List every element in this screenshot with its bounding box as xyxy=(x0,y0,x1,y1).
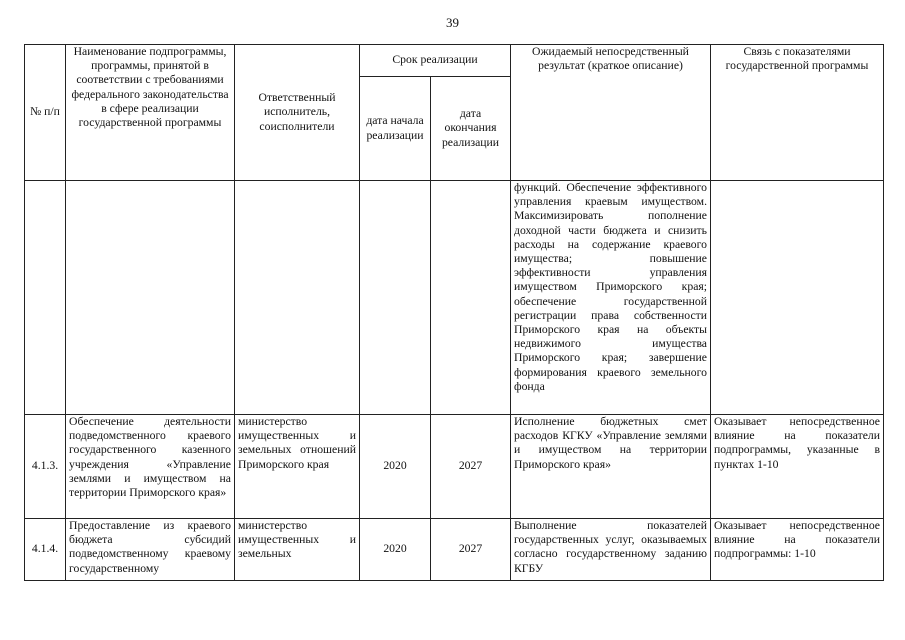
table-row xyxy=(25,181,884,415)
header-row-1 xyxy=(25,45,884,77)
header-name: Наименование подпрограммы, программы, принятой в соответствии с требованиями федерального законодательства в сфере реализации государственной программы xyxy=(66,45,235,181)
row-executor: министерство имущественных и земельных отношений Приморского края xyxy=(235,415,360,519)
header-end: дата окончания реализации xyxy=(431,77,511,181)
row-link: Оказывает непосредственное влияние на показатели подпрограммы: 1-10 xyxy=(711,519,884,581)
row-name: Обеспечение деятельности подведомственного краевого государственного казенного учреждения «Управление землями и имуществом на территории Приморского края» xyxy=(66,415,235,519)
table-row xyxy=(25,519,884,581)
header-num: № п/п xyxy=(25,45,66,181)
header-period: Срок реализации xyxy=(360,45,511,77)
row-link: Оказывает непосредственное влияние на показатели подпрограммы, указанные в пунктах 1-10 xyxy=(711,415,884,519)
row-end: 2027 xyxy=(431,519,511,581)
row-num: 4.1.3. xyxy=(25,415,66,519)
row-name: Предоставление из краевого бюджета субсидий подведомственному краевому государственному xyxy=(66,519,235,581)
program-table xyxy=(24,44,884,581)
table-row xyxy=(25,415,884,519)
row-result: Исполнение бюджетных смет расходов КГКУ «Управление землями и имуществом на территории Приморского края» xyxy=(511,415,711,519)
row-end: 2027 xyxy=(431,415,511,519)
row-result: функций. Обеспечение эффективного управления краевым имуществом. Максимизировать пополнение доходной части бюджета и снизить расходы на содержание краевого имущества; повышение эффективности управления имуществом Приморского края; обеспечение государственной регистрации права собственности Приморского края на объекты недвижимого имущества Приморского края; завершение формирования краевого земельного фонда xyxy=(511,181,711,415)
row-end xyxy=(431,181,511,415)
row-link xyxy=(711,181,884,415)
row-executor: министерство имущественных и земельных xyxy=(235,519,360,581)
row-start: 2020 xyxy=(360,519,431,581)
header-executor: Ответственный исполнитель, соисполнители xyxy=(235,45,360,181)
row-executor xyxy=(235,181,360,415)
row-start: 2020 xyxy=(360,415,431,519)
row-num xyxy=(25,181,66,415)
row-start xyxy=(360,181,431,415)
header-result: Ожидаемый непосредственный результат (краткое описание) xyxy=(511,45,711,181)
page-number: 39 xyxy=(446,15,459,30)
row-num: 4.1.4. xyxy=(25,519,66,581)
row-name xyxy=(66,181,235,415)
row-result: Выполнение показателей государственных услуг, оказываемых согласно государственному заданию КГБУ xyxy=(511,519,711,581)
header-link: Связь с показателями государственной программы xyxy=(711,45,884,181)
header-start: дата начала реализации xyxy=(360,77,431,181)
